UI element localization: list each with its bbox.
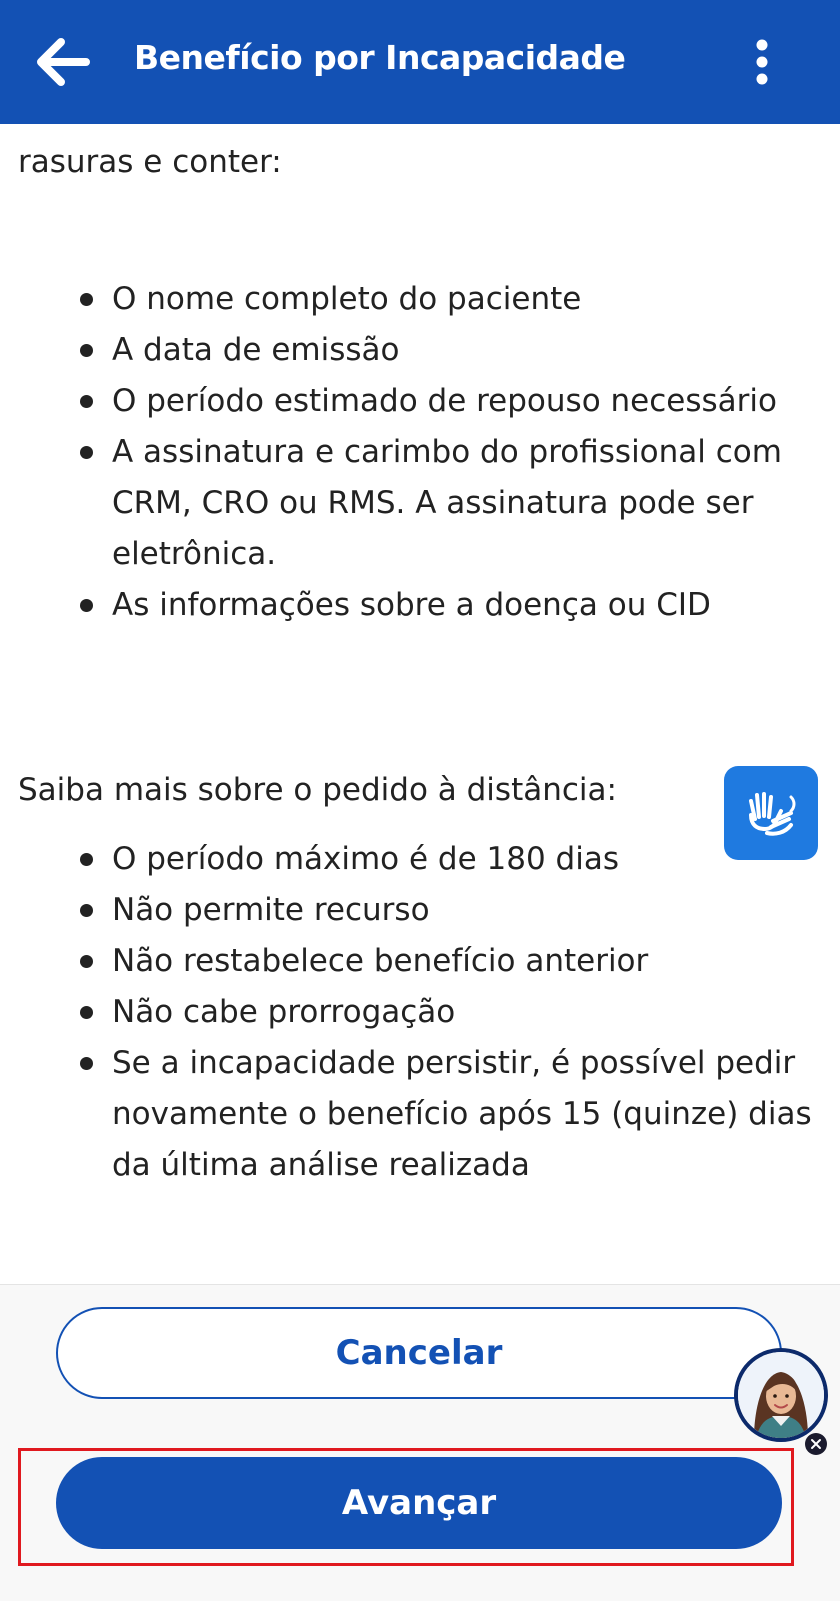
virtual-assistant-button[interactable] [734, 1348, 828, 1442]
list-item: A data de emissão [112, 325, 840, 376]
assistant-close-button[interactable] [805, 1433, 827, 1455]
list-item: Não restabelece benefício anterior [112, 936, 840, 987]
list-item: As informações sobre a doença ou CID [112, 580, 840, 631]
page-title: Benefício por Incapacidade [134, 38, 626, 77]
list-item: Se a incapacidade persistir, é possível pedir novamente o benefício após 15 (quinze) dias da última análise realizada [112, 1038, 840, 1191]
remote-facts-list [0, 834, 840, 1191]
content-area[interactable] [0, 124, 840, 1284]
close-icon [810, 1438, 822, 1450]
list-item: O período máximo é de 180 dias [112, 834, 840, 885]
action-footer [0, 1284, 840, 1601]
list-item: O nome completo do paciente [112, 274, 840, 325]
app-bar [0, 0, 840, 124]
more-vertical-icon [755, 39, 769, 85]
virtual-assistant-avatar-icon [738, 1352, 824, 1438]
list-item: Não cabe prorrogação [112, 987, 840, 1038]
requirements-list [0, 274, 840, 631]
advance-button[interactable]: Avançar [56, 1457, 782, 1549]
remote-request-heading: Saiba mais sobre o pedido à distância: [18, 772, 617, 808]
arrow-left-icon [34, 37, 90, 87]
list-item: O período estimado de repouso necessário [112, 376, 840, 427]
more-options-button[interactable] [740, 26, 784, 98]
cancel-button[interactable]: Cancelar [56, 1307, 782, 1399]
list-item: Não permite recurso [112, 885, 840, 936]
list-item: A assinatura e carimbo do profissional com CRM, CRO ou RMS. A assinatura pode ser eletrônica. [112, 427, 840, 580]
intro-text: rasuras e conter: [18, 144, 282, 180]
back-button[interactable] [28, 28, 96, 96]
